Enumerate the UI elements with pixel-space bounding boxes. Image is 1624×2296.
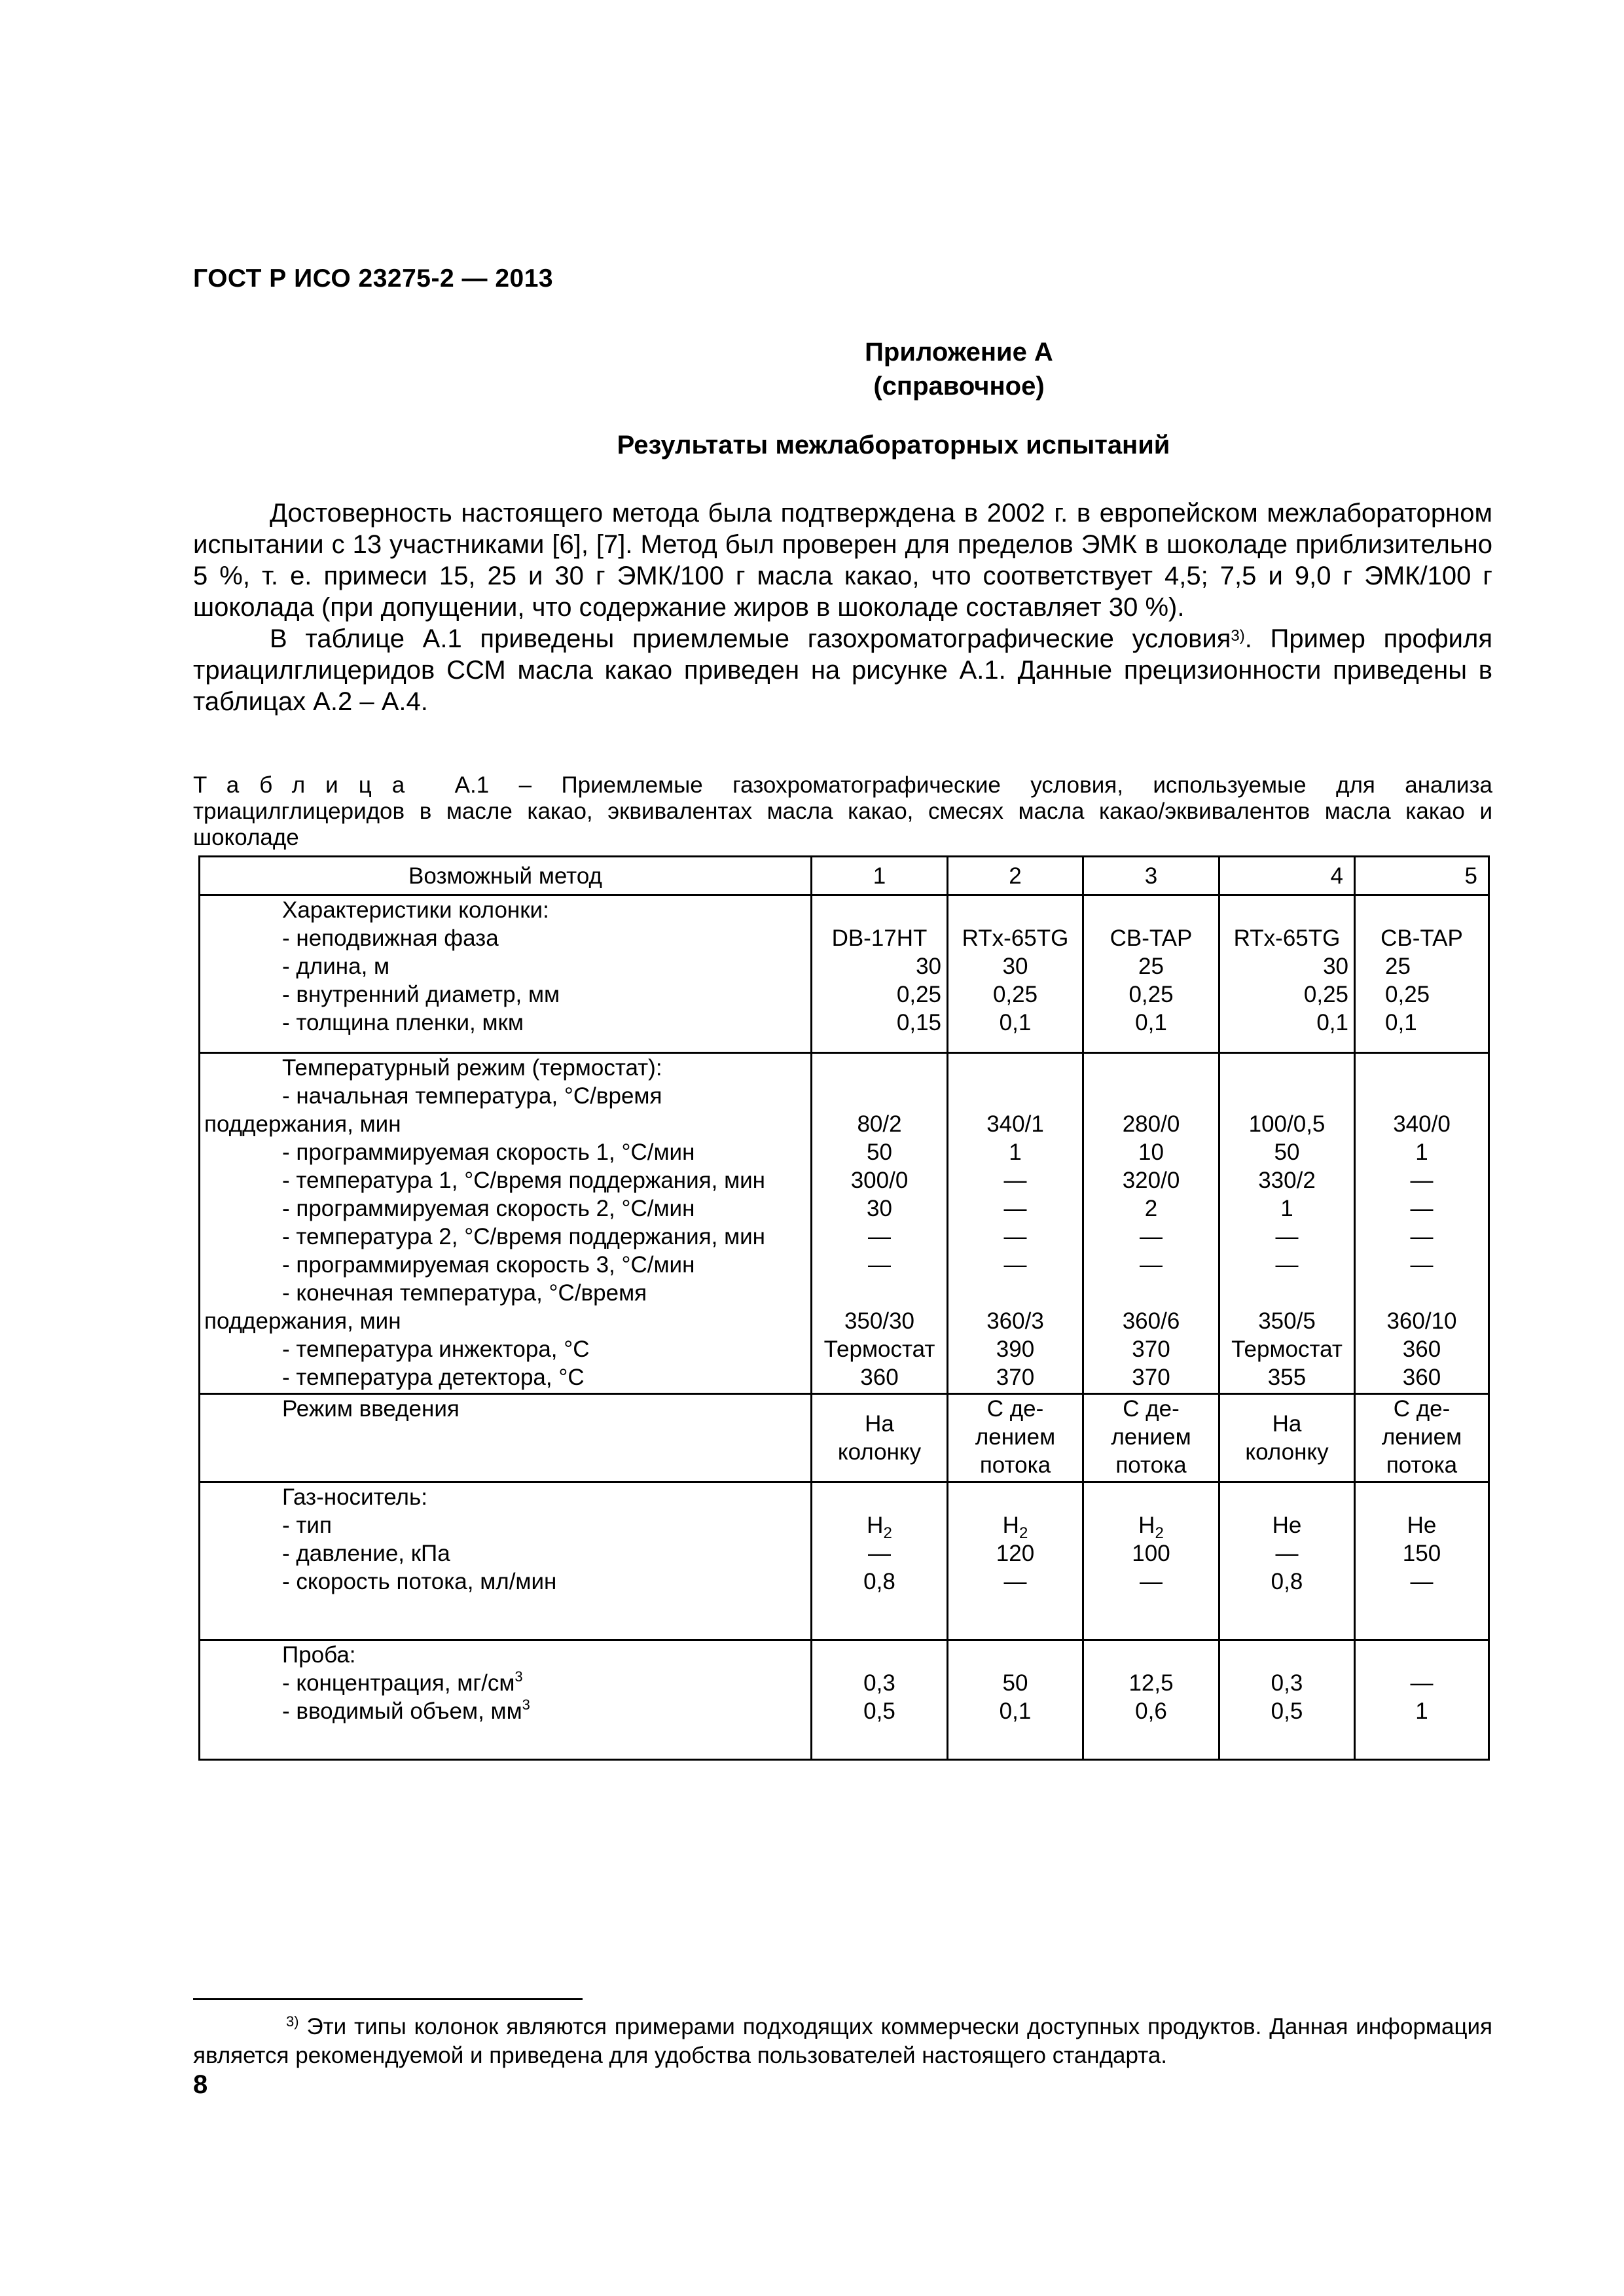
table-row-sample [200, 1640, 1489, 1760]
sample-values-5: — 1 [1355, 1640, 1489, 1760]
sample-values-4: 0,3 0,5 [1219, 1640, 1355, 1760]
sample-labels: Проба: - концентрация, $мг/см^3$ - вводимый объем, $мм^3$ [200, 1640, 812, 1760]
injection-value-2: С де- лением потока [948, 1394, 1083, 1482]
sample-values-1: 0,3 0,5 [812, 1640, 948, 1760]
appendix-subtitle: (справочное) [873, 372, 1045, 401]
caption-text: – Приемлемые газохроматографические условия, используемые для анализа триацилглицеридов в масле какао, эквивалентах масла какао, смесях масла какао/эквивалентов масла какао и шоколаде [193, 772, 1492, 850]
header-method-1: 1 [812, 857, 948, 895]
footnote-divider [193, 1998, 583, 2000]
temperature-labels: Температурный режим (термостат): - начальная температура, °С/время поддержания, мин - программируемая скорость 1, °С/мин - температура 1, °С/время поддержания, мин - программируемая скорость 2, °С/мин - температура 2, °С/время поддержания, мин - программируемая скорость 3, °С/мин - конечная температура, °С/время поддержания, мин - температура инжектора, °С - температура детектора, °С [200, 1053, 812, 1394]
caption-number: А.1 [454, 772, 490, 798]
appendix-title: Приложение А [865, 338, 1053, 367]
paragraph-1: Достоверность настоящего метода была подтверждена в 2002 г. в европейском межлабораторном испытании с 13 участниками [6], [7]. Метод был проверен для пределов ЭМК в шоколаде приблизительно 5 %, т. е. примеси 15, 25 и 30 г ЭМК/100 г масла какао, что соответствует 4,5; 7,5 и 9,0 г ЭМК/100 г шоколада (при допущении, что содержание жиров в шоколаде составляет 30 %). [193, 499, 1492, 622]
section-title: Результаты межлабораторных испытаний [617, 431, 1170, 459]
body-text [193, 497, 1492, 717]
table-row-column [200, 895, 1489, 1053]
sample-values-3: 12,5 0,6 [1083, 1640, 1219, 1760]
table-caption [193, 772, 1492, 851]
caption-label: Таблица [193, 772, 425, 798]
document-header: ГОСТ Р ИСО 23275-2 — 2013 [193, 264, 554, 293]
header-method: Возможный метод [200, 857, 812, 895]
column-values-3: CB-TAP 25 0,25 0,1 [1083, 895, 1219, 1053]
header-method-5: 5 [1355, 857, 1489, 895]
temperature-values-4: 100/0,5 50 330/2 1 — — 350/5 Термостат 355 [1219, 1053, 1355, 1394]
table-row-gas [200, 1482, 1489, 1640]
gas-values-3: $H_2$ 100 — [1083, 1482, 1219, 1640]
footnote-ref: 3) [1231, 627, 1245, 645]
temperature-values-5: 340/0 1 — — — — 360/10 360 360 [1355, 1053, 1489, 1394]
injection-value-3: С де- лением потока [1083, 1394, 1219, 1482]
injection-value-4: На колонку [1219, 1394, 1355, 1482]
header-method-4: 4 [1219, 857, 1355, 895]
temperature-values-1: 80/2 50 300/0 30 — — 350/30 Термостат 360 [812, 1053, 948, 1394]
footnote-text: Эти типы колонок являются примерами подходящих коммерчески доступных продуктов. Данная информация является рекомендуемой и приведена для удобства пользователей настоящего стандарта. [193, 2014, 1492, 2068]
gas-values-4: He — 0,8 [1219, 1482, 1355, 1640]
table-row-temperature [200, 1053, 1489, 1394]
column-values-5: CB-TAP 25 0,25 0,1 [1355, 895, 1489, 1053]
injection-value-1: На колонку [812, 1394, 948, 1482]
footnote-mark: 3) [286, 2013, 299, 2030]
column-values-1: DB-17HT 30 0,25 0,15 [812, 895, 948, 1053]
table-header-row [200, 857, 1489, 895]
gas-values-5: He 150 — [1355, 1482, 1489, 1640]
footnote [193, 2014, 1492, 2069]
table-row-injection [200, 1394, 1489, 1482]
temperature-values-3: 280/0 10 320/0 2 — — 360/6 370 370 [1083, 1053, 1219, 1394]
header-method-2: 2 [948, 857, 1083, 895]
page-number: 8 [193, 2070, 208, 2099]
gc-conditions-table [198, 855, 1490, 1761]
column-values-4: RTx-65TG 30 0,25 0,1 [1219, 895, 1355, 1053]
injection-value-5: С де- лением потока [1355, 1394, 1489, 1482]
header-method-3: 3 [1083, 857, 1219, 895]
injection-label: Режим введения [200, 1394, 812, 1482]
gas-labels: Газ-носитель: - тип - давление, кПа - скорость потока, мл/мин [200, 1482, 812, 1640]
column-values-2: RTx-65TG 30 0,25 0,1 [948, 895, 1083, 1053]
gas-values-2: $H_2$ 120 — [948, 1482, 1083, 1640]
gas-values-1: $H_2$ — 0,8 [812, 1482, 948, 1640]
column-labels: Характеристики колонки: - неподвижная фаза - длина, м - внутренний диаметр, мм - толщина пленки, мкм [200, 895, 812, 1053]
paragraph-2: В таблице А.1 приведены приемлемые газохроматографические условия$^{3)}$. Пример профиля триацилглицеридов ССМ масла какао приведен на рисунке А.1. Данные прецизионности приведены в таблицах А.2 – А.4. [193, 624, 1492, 716]
temperature-values-2: 340/1 1 — — — — 360/3 390 370 [948, 1053, 1083, 1394]
sample-values-2: 50 0,1 [948, 1640, 1083, 1760]
